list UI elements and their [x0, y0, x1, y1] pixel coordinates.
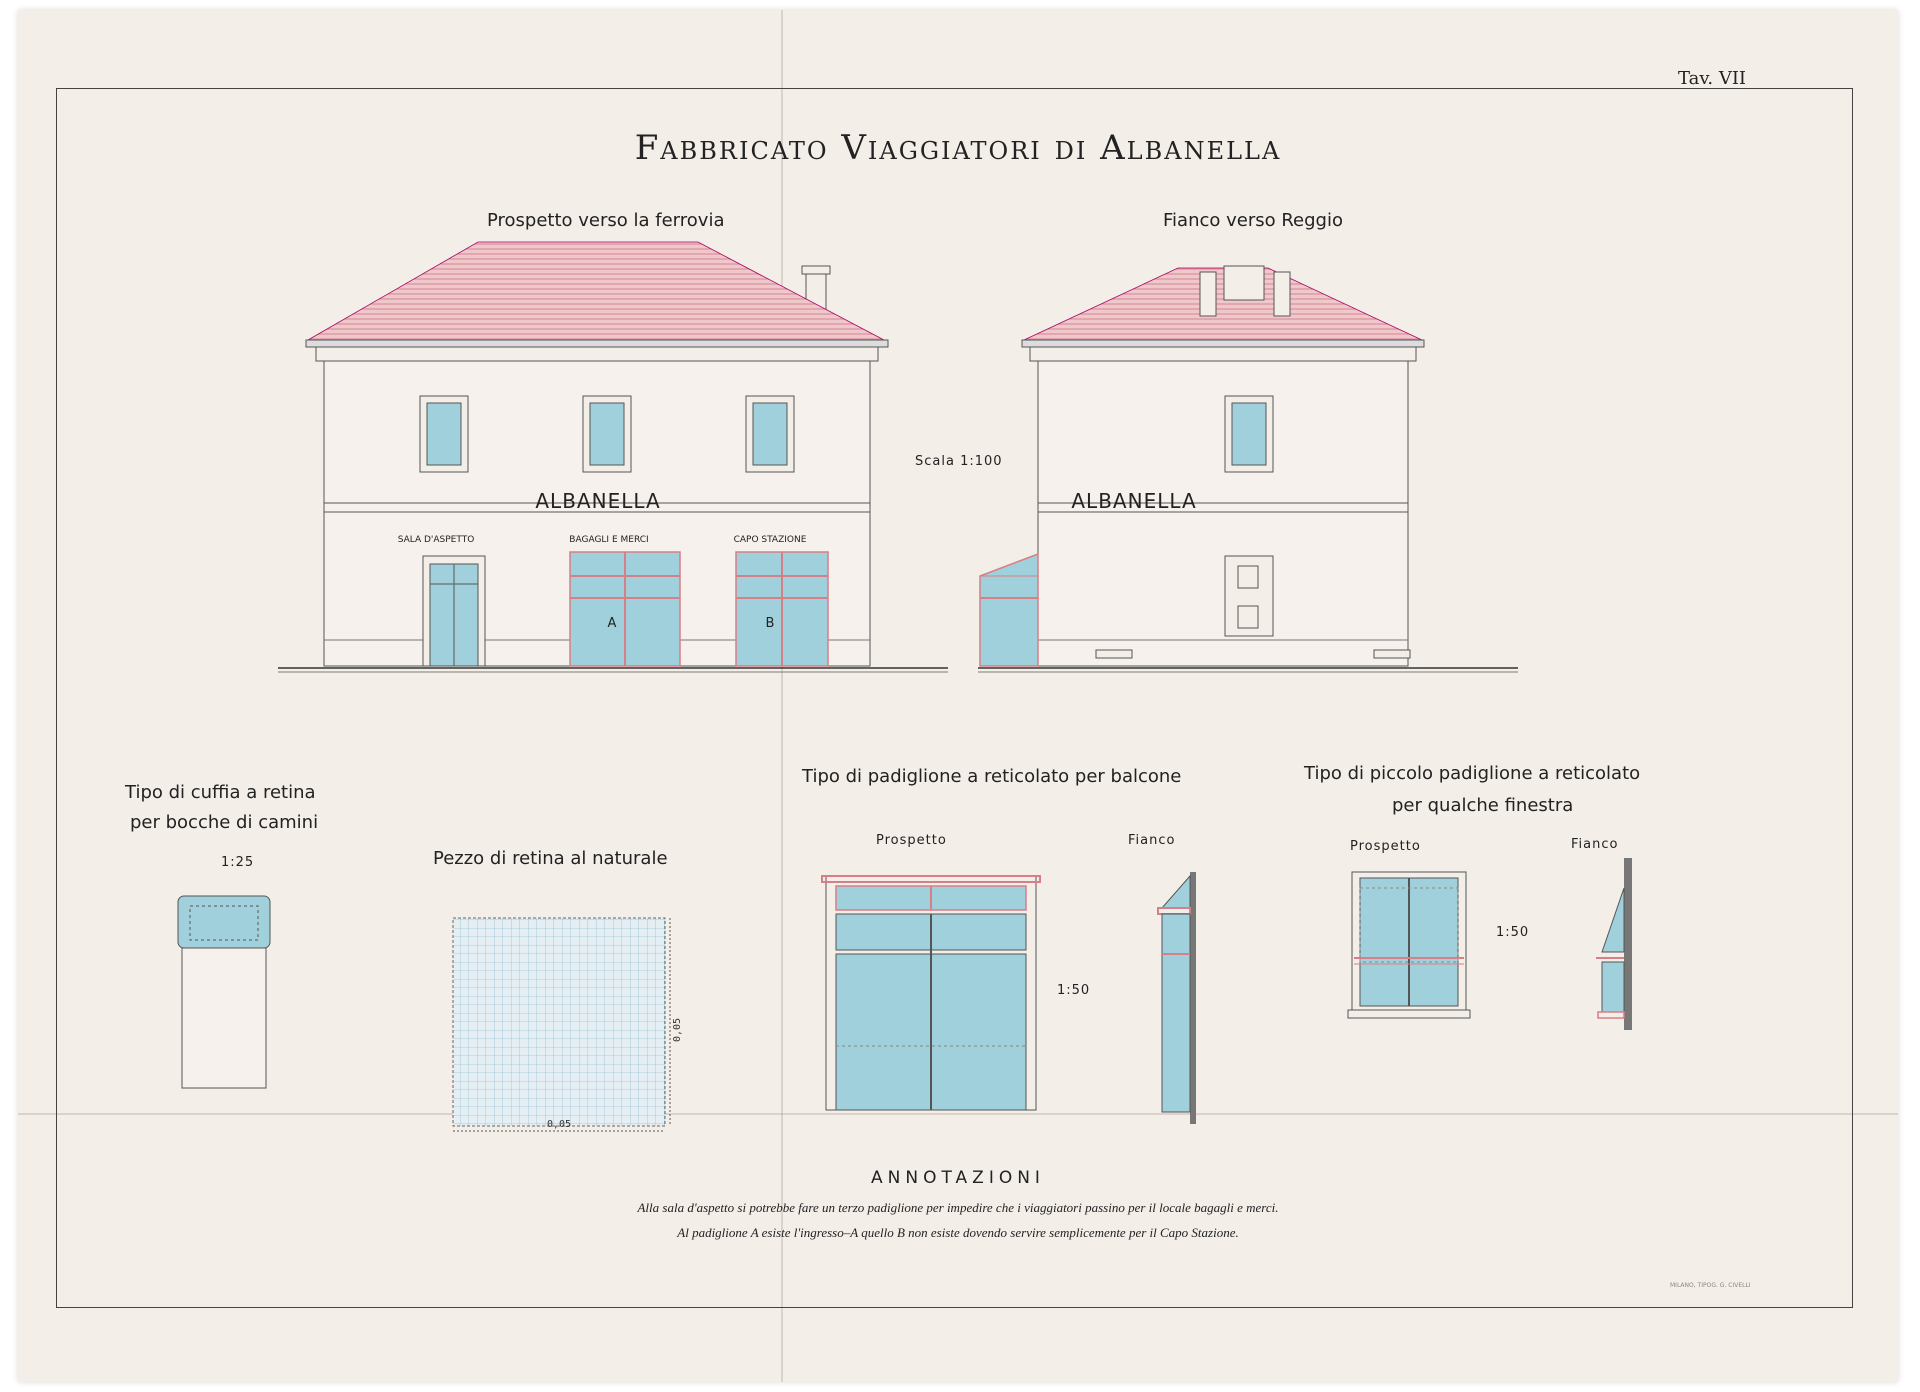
drawing-title: Fabbricato Viaggiatori di Albanella: [634, 128, 1282, 168]
side-elevation: [978, 266, 1518, 672]
door-marker-b: B: [765, 616, 775, 631]
annotation-line-1: Alla sala d'aspetto si potrebbe fare un terzo padiglione per impedire che i viaggiatori passino per il locale bagagli e merci.: [637, 1200, 1279, 1215]
vent: [1096, 650, 1132, 658]
wall-section: [1624, 858, 1632, 1030]
side-elevation-label: Fianco verso Reggio: [1163, 210, 1343, 231]
annotation-line-2: Al padiglione A esiste l'ingresso–A quello B non esiste dovendo servire semplicemente per il Capo Stazione.: [677, 1225, 1239, 1240]
annotations-heading: ANNOTAZIONI: [871, 1168, 1045, 1188]
door-marker-a: A: [607, 616, 617, 631]
cornice: [306, 340, 888, 347]
roof: [308, 242, 884, 340]
plate-number: Tav. VII: [1678, 68, 1747, 89]
window-glass: [427, 403, 461, 465]
cuffia-drawing: [178, 896, 270, 1088]
cornice-band: [316, 347, 878, 361]
retina-title: Pezzo di retina al naturale: [433, 848, 668, 869]
balcone-front-label: Prospetto: [876, 833, 947, 848]
window-glass: [590, 403, 624, 465]
side-chimney: [1200, 272, 1216, 316]
window-glass: [753, 403, 787, 465]
chimney-cap: [802, 266, 830, 274]
chimney-flue: [182, 948, 266, 1088]
retina-dim-v: 0,05: [672, 1017, 683, 1043]
finestra-scale: 1:50: [1496, 925, 1530, 940]
station-name-front: ALBANELLA: [535, 489, 661, 513]
elevation-scale: Scala 1:100: [915, 454, 1003, 469]
room-label-waiting: SALA D'ASPETTO: [397, 535, 475, 545]
vent: [1374, 650, 1410, 658]
cuffia-title-2: per bocche di camini: [130, 812, 319, 833]
front-elevation-label: Prospetto verso la ferrovia: [487, 210, 725, 231]
station-name-side: ALBANELLA: [1071, 489, 1197, 513]
side-facade: [1038, 361, 1408, 666]
finestra-side: [1596, 858, 1632, 1030]
window-glass: [1232, 403, 1266, 465]
balcone-front: [822, 876, 1040, 1110]
balcone-scale: 1:50: [1057, 983, 1091, 998]
finestra-title-2: per qualche finestra: [1392, 795, 1574, 816]
balcone-side-glass: [1162, 914, 1190, 1112]
side-roof: [1024, 268, 1422, 340]
room-label-stationmaster: CAPO STAZIONE: [733, 535, 807, 545]
side-chimney: [1274, 272, 1290, 316]
balcone-side-label: Fianco: [1128, 833, 1176, 848]
side-canopy: [980, 554, 1038, 666]
balcone-side: [1158, 872, 1196, 1124]
front-elevation: [278, 242, 948, 672]
finestra-front-label: Prospetto: [1350, 839, 1421, 854]
finestra-front: [1348, 872, 1470, 1018]
room-label-baggage: BAGAGLI E MERCI: [569, 535, 649, 545]
balcone-title: Tipo di padiglione a reticolato per balcone: [802, 766, 1182, 787]
finestra-side-label: Fianco: [1571, 837, 1619, 852]
architectural-drawings: [18, 10, 1898, 1382]
finestra-title-1: Tipo di piccolo padiglione a reticolato: [1304, 763, 1641, 784]
mesh-grid: [453, 918, 665, 1126]
finestra-sill: [1348, 1010, 1470, 1018]
cuffia-title-1: Tipo di cuffia a retina: [125, 782, 316, 803]
retina-dim-h: 0,05: [546, 1119, 572, 1130]
retina-sample: [453, 918, 683, 1131]
side-dormer: [1224, 266, 1264, 300]
drawing-sheet: [18, 10, 1898, 1382]
printer-mark: MILANO, TIPOG. G. CIVELLI: [1670, 1282, 1751, 1289]
cuffia-scale: 1:25: [221, 855, 255, 870]
